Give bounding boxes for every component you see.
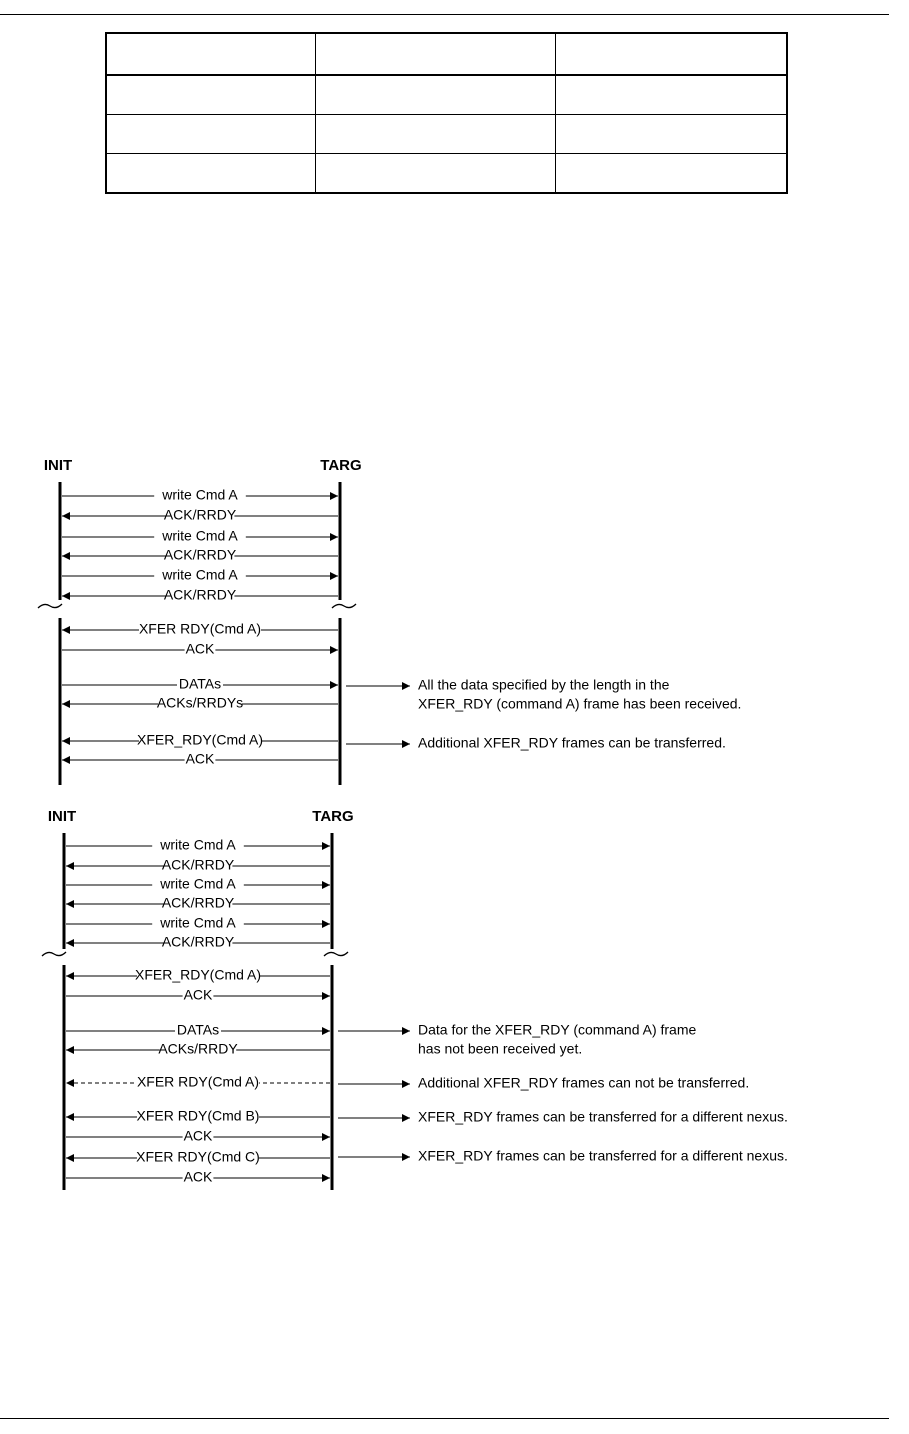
message-arrow xyxy=(62,487,338,504)
message-arrow xyxy=(62,621,338,638)
message-label: ACK/RRDY xyxy=(163,586,237,603)
note xyxy=(338,1022,696,1057)
message-arrow xyxy=(66,895,330,912)
table-cell xyxy=(556,33,788,75)
table-cell xyxy=(316,115,556,154)
note xyxy=(338,1148,788,1164)
message-label: write Cmd A xyxy=(160,914,236,931)
table-row xyxy=(106,115,787,154)
message-label: DATAs xyxy=(178,675,222,692)
message-label: ACK xyxy=(185,640,215,657)
message-arrow xyxy=(66,876,330,893)
message-label: ACK xyxy=(183,1168,213,1185)
message-arrow xyxy=(66,915,330,932)
message-label: DATAs xyxy=(176,1021,220,1038)
message-arrow xyxy=(62,751,338,768)
message-arrow xyxy=(62,641,338,658)
note xyxy=(338,1075,749,1091)
diagram-write-sequence-2 xyxy=(42,808,788,1190)
message-arrow xyxy=(66,1041,330,1058)
table-cell xyxy=(556,154,788,194)
message-arrow xyxy=(66,1022,330,1039)
note xyxy=(338,1109,788,1125)
table-cell xyxy=(106,33,316,75)
message-arrow xyxy=(66,1074,330,1091)
init-label: INIT xyxy=(47,807,77,825)
header-rule xyxy=(0,14,889,15)
message-label: XFER RDY(Cmd A) xyxy=(136,1073,260,1090)
message-label: write Cmd A xyxy=(160,875,236,892)
note-text: Additional XFER_RDY frames can be transferred. xyxy=(418,734,726,751)
targ-label: TARG xyxy=(320,456,362,474)
table-cell xyxy=(106,75,316,115)
message-arrow xyxy=(62,567,338,584)
message-arrow xyxy=(62,507,338,524)
message-label: XFER_RDY(Cmd A) xyxy=(136,731,264,748)
table-row xyxy=(106,33,787,75)
message-label: ACK xyxy=(183,986,213,1003)
break-mark xyxy=(38,604,62,608)
table-cell xyxy=(106,154,316,194)
message-arrow xyxy=(66,1128,330,1145)
message-arrow xyxy=(62,528,338,545)
message-label: ACK/RRDY xyxy=(161,894,235,911)
message-label: write Cmd A xyxy=(162,566,238,583)
table-cell xyxy=(556,115,788,154)
note-text: XFER_RDY frames can be transferred for a different nexus. xyxy=(418,1147,788,1164)
message-arrow xyxy=(62,547,338,564)
message-label: ACK/RRDY xyxy=(163,546,237,563)
message-label: ACKs/RRDY xyxy=(158,1040,238,1057)
sequence-diagram xyxy=(0,440,909,1210)
message-label: ACK/RRDY xyxy=(161,856,235,873)
message-label: XFER RDY(Cmd A) xyxy=(138,620,262,637)
note xyxy=(346,677,741,712)
message-label: ACK xyxy=(185,750,215,767)
table-cell xyxy=(106,115,316,154)
message-label: XFER RDY(Cmd C) xyxy=(136,1148,260,1165)
break-mark xyxy=(332,604,356,608)
message-label: ACK/RRDY xyxy=(163,506,237,523)
message-label: XFER_RDY(Cmd A) xyxy=(134,966,262,983)
message-label: ACKs/RRDYs xyxy=(156,694,244,711)
table-row xyxy=(106,75,787,115)
message-arrow xyxy=(66,1149,330,1166)
message-label: write Cmd A xyxy=(160,836,236,853)
message-label: ACK/RRDY xyxy=(161,933,235,950)
note-text: XFER_RDY (command A) frame has been received. xyxy=(418,695,742,712)
note-text: has not been received yet. xyxy=(418,1040,583,1057)
message-arrow xyxy=(66,934,330,951)
note xyxy=(346,735,726,751)
footer-rule xyxy=(0,1418,889,1419)
table-cell xyxy=(316,33,556,75)
table-cell xyxy=(556,75,788,115)
message-label: XFER RDY(Cmd B) xyxy=(136,1107,260,1124)
note-text: Data for the XFER_RDY (command A) frame xyxy=(418,1021,697,1038)
message-arrow xyxy=(62,676,338,693)
diagram-write-sequence-1 xyxy=(38,457,741,785)
note-text: XFER_RDY frames can be transferred for a different nexus. xyxy=(418,1108,788,1125)
empty-table xyxy=(105,32,788,194)
message-label: write Cmd A xyxy=(162,486,238,503)
message-arrow xyxy=(66,1108,330,1125)
message-arrow xyxy=(66,857,330,874)
message-label: ACK xyxy=(183,1127,213,1144)
note-text: Additional XFER_RDY frames can not be transferred. xyxy=(418,1074,750,1091)
note-text: All the data specified by the length in the xyxy=(418,676,670,693)
message-arrow xyxy=(66,837,330,854)
break-mark xyxy=(42,952,66,956)
message-arrow xyxy=(62,587,338,604)
targ-label: TARG xyxy=(312,807,354,825)
message-arrow xyxy=(66,1169,330,1186)
table-cell xyxy=(316,154,556,194)
message-arrow xyxy=(62,732,338,749)
message-arrow xyxy=(66,967,330,984)
table-cell xyxy=(316,75,556,115)
message-arrow xyxy=(62,695,338,712)
message-arrow xyxy=(66,987,330,1004)
init-label: INIT xyxy=(43,456,73,474)
message-label: write Cmd A xyxy=(162,527,238,544)
table-row xyxy=(106,154,787,194)
break-mark xyxy=(324,952,348,956)
